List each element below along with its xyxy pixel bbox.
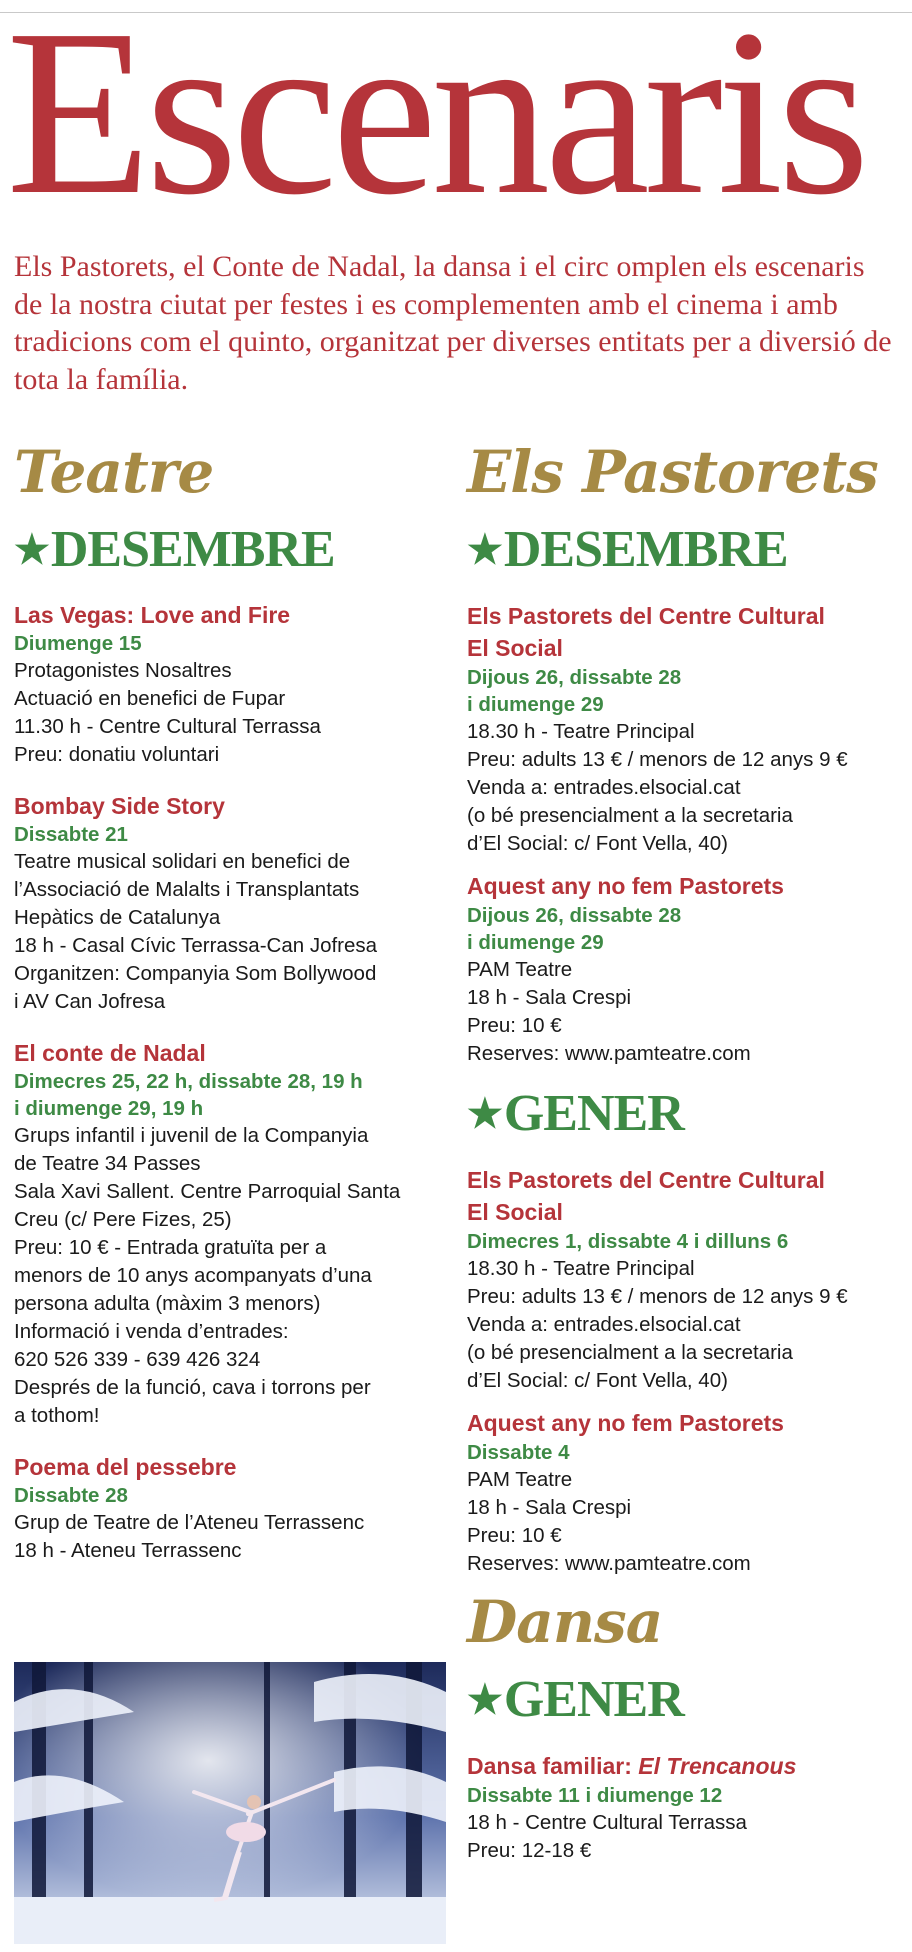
- event-pastorets-el-social-dec: [467, 600, 907, 858]
- event-detail: Preu: 10 € - Entrada gratuïta per a: [14, 1236, 327, 1259]
- event-detail: d’El Social: c/ Font Vella, 40): [467, 1369, 728, 1392]
- event-detail: i AV Can Jofresa: [14, 990, 166, 1013]
- event-date: Dissabte 11 i diumenge 12: [467, 1784, 723, 1807]
- event-detail: 18 h - Sala Crespi: [467, 986, 632, 1009]
- event-pastorets-el-social-jan: [467, 1164, 907, 1395]
- intro-paragraph: Els Pastorets, el Conte de Nadal, la dansa i el circ omplen els escenaris de la nostra ciutat per festes i es complementen amb el cinema i amb tradicions com el quinto, organitzat per diverses entitats per a diversió de tota la família.: [14, 250, 892, 396]
- ballet-photo: [14, 1662, 446, 1944]
- event-detail: d’El Social: c/ Font Vella, 40): [467, 832, 728, 855]
- dansa-month-heading: ★GENER: [467, 1671, 684, 1728]
- event-title: Aquest any no fem Pastorets: [467, 873, 784, 899]
- event-date: i diumenge 29: [467, 931, 604, 954]
- event-date: Dijous 26, dissabte 28: [467, 666, 682, 689]
- event-date: Dijous 26, dissabte 28: [467, 904, 682, 927]
- event-detail: PAM Teatre: [467, 958, 573, 981]
- event-title: El conte de Nadal: [14, 1040, 206, 1066]
- event-detail: Preu: 10 €: [467, 1524, 562, 1547]
- ballet-photo-image: [14, 1662, 446, 1944]
- star-icon: ★: [14, 527, 49, 572]
- event-detail: de Teatre 34 Passes: [14, 1152, 201, 1175]
- event-title: Dansa familiar: El Trencanous: [467, 1753, 797, 1779]
- teatre-heading: Teatre: [14, 438, 214, 506]
- event-dansa-familiar: [467, 1750, 907, 1865]
- event-title: Els Pastorets del Centre Cultural: [467, 1167, 825, 1193]
- event-detail: Venda a: entrades.elsocial.cat: [467, 776, 741, 799]
- event-detail: Organitzen: Companyia Som Bollywood: [14, 962, 377, 985]
- event-detail: Informació i venda d’entrades:: [14, 1320, 289, 1343]
- event-detail: persona adulta (màxim 3 menors): [14, 1292, 321, 1315]
- event-detail: Hepàtics de Catalunya: [14, 906, 221, 929]
- pastorets-month-dec-heading: ★DESEMBRE: [467, 521, 788, 578]
- event-title: Aquest any no fem Pastorets: [467, 1410, 784, 1436]
- teatre-month-heading: ★DESEMBRE: [14, 521, 335, 578]
- event-detail: Preu: 12-18 €: [467, 1839, 592, 1862]
- star-icon: ★: [467, 1091, 502, 1136]
- event-detail: Grups infantil i juvenil de la Companyia: [14, 1124, 369, 1147]
- event-poema-del-pessebre: [14, 1452, 454, 1565]
- event-date: i diumenge 29, 19 h: [14, 1097, 204, 1120]
- event-title: El Social: [467, 635, 563, 661]
- event-title: El Social: [467, 1199, 563, 1225]
- event-detail: Preu: donatiu voluntari: [14, 743, 220, 766]
- pastorets-month-jan-heading: ★GENER: [467, 1085, 684, 1142]
- event-detail: Venda a: entrades.elsocial.cat: [467, 1313, 741, 1336]
- event-date: Dimecres 1, dissabte 4 i dilluns 6: [467, 1230, 789, 1253]
- event-detail: Preu: adults 13 € / menors de 12 anys 9 €: [467, 748, 848, 771]
- event-date: Dissabte 4: [467, 1441, 570, 1464]
- event-las-vegas: [14, 600, 454, 769]
- event-detail: 18 h - Centre Cultural Terrassa: [467, 1811, 747, 1834]
- event-date: Dissabte 28: [14, 1484, 128, 1507]
- event-detail: Creu (c/ Pere Fizes, 25): [14, 1208, 232, 1231]
- dansa-heading: Dansa: [467, 1588, 663, 1656]
- pastorets-section: [467, 440, 907, 1877]
- event-detail: 18 h - Sala Crespi: [467, 1496, 632, 1519]
- event-detail: (o bé presencialment a la secretaria: [467, 804, 793, 827]
- event-detail: l’Associació de Malalts i Transplantats: [14, 878, 360, 901]
- event-detail: 18.30 h - Teatre Principal: [467, 1257, 695, 1280]
- event-date: i diumenge 29: [467, 693, 604, 716]
- event-detail: 620 526 339 - 639 426 324: [14, 1348, 261, 1371]
- event-detail: 18 h - Ateneu Terrassenc: [14, 1539, 242, 1562]
- event-detail: menors de 10 anys acompanyats d’una: [14, 1264, 372, 1287]
- event-no-fem-pastorets-jan: [467, 1407, 907, 1578]
- event-detail: PAM Teatre: [467, 1468, 573, 1491]
- event-detail: Preu: adults 13 € / menors de 12 anys 9 €: [467, 1285, 848, 1308]
- event-bombay-side-story: [14, 791, 454, 1016]
- event-detail: Protagonistes Nosaltres: [14, 659, 232, 682]
- page-title: Escenaris: [6, 0, 864, 244]
- event-detail: Preu: 10 €: [467, 1014, 562, 1037]
- pastorets-heading: Els Pastorets: [467, 438, 878, 506]
- event-detail: Sala Xavi Sallent. Centre Parroquial Santa: [14, 1180, 401, 1203]
- event-detail: Reserves: www.pamteatre.com: [467, 1042, 751, 1065]
- event-title: Bombay Side Story: [14, 793, 225, 819]
- event-title: Las Vegas: Love and Fire: [14, 602, 291, 628]
- event-detail: 11.30 h - Centre Cultural Terrassa: [14, 715, 321, 738]
- event-detail: Després de la funció, cava i torrons per: [14, 1376, 371, 1399]
- event-detail: Grup de Teatre de l’Ateneu Terrassenc: [14, 1511, 365, 1534]
- event-date: Diumenge 15: [14, 632, 142, 655]
- event-detail: a tothom!: [14, 1404, 100, 1427]
- event-conte-de-nadal: [14, 1038, 454, 1430]
- star-icon: ★: [467, 1677, 502, 1722]
- event-detail: Actuació en benefici de Fupar: [14, 687, 286, 710]
- event-detail: Reserves: www.pamteatre.com: [467, 1552, 751, 1575]
- event-detail: (o bé presencialment a la secretaria: [467, 1341, 793, 1364]
- star-icon: ★: [467, 527, 502, 572]
- event-detail: 18.30 h - Teatre Principal: [467, 720, 695, 743]
- event-no-fem-pastorets-dec: [467, 870, 907, 1068]
- teatre-section: [14, 440, 454, 1587]
- event-detail: 18 h - Casal Cívic Terrassa-Can Jofresa: [14, 934, 378, 957]
- event-date: Dissabte 21: [14, 823, 128, 846]
- event-detail: Teatre musical solidari en benefici de: [14, 850, 351, 873]
- event-date: Dimecres 25, 22 h, dissabte 28, 19 h: [14, 1070, 363, 1093]
- event-title: Poema del pessebre: [14, 1454, 237, 1480]
- event-title: Els Pastorets del Centre Cultural: [467, 603, 825, 629]
